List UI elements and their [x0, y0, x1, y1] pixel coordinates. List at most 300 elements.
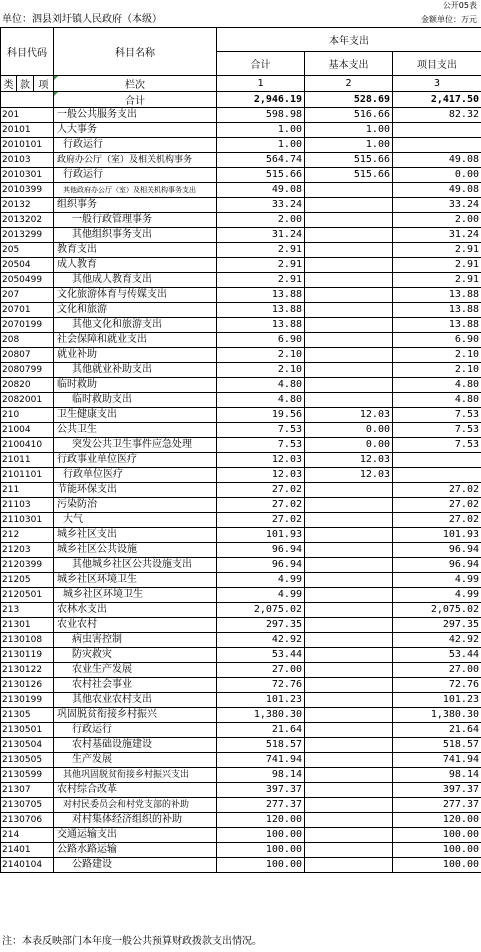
row-total: 277.37: [217, 798, 305, 813]
row-project: 297.35: [393, 618, 481, 633]
row-name: 其他巩固脱贫衔接乡村振兴支出: [54, 768, 217, 783]
table-row: [1, 678, 481, 693]
row-total: 518.57: [217, 738, 305, 753]
unit-line: 单位：泗县刘圩镇人民政府（本级）: [2, 14, 162, 25]
header-col2: 2: [305, 76, 393, 92]
row-basic: [305, 348, 393, 363]
row-name: 其他农业农村支出: [54, 693, 217, 708]
table-row: [1, 558, 481, 573]
row-basic: [305, 858, 393, 873]
row-basic: [305, 678, 393, 693]
row-name: 行政事业单位医疗: [54, 453, 217, 468]
table-row: [1, 828, 481, 843]
row-project: 27.00: [393, 663, 481, 678]
table-row: [1, 498, 481, 513]
row-basic: [305, 843, 393, 858]
row-project: 4.99: [393, 588, 481, 603]
row-basic: 515.66: [305, 153, 393, 168]
header-basic: 基本支出: [305, 52, 393, 76]
row-total: 120.00: [217, 813, 305, 828]
row-basic: [305, 318, 393, 333]
amount-unit: 金额单位：万元: [421, 15, 477, 24]
row-name: 大气: [54, 513, 217, 528]
row-code: 20132: [1, 198, 54, 213]
total-label: 合计: [54, 92, 217, 108]
row-code: 21004: [1, 423, 54, 438]
table-row: [1, 753, 481, 768]
row-name: 行政运行: [54, 168, 217, 183]
row-code: 2130706: [1, 813, 54, 828]
row-total: 2.91: [217, 243, 305, 258]
row-basic: [305, 648, 393, 663]
row-code: 20701: [1, 303, 54, 318]
row-project: 7.53: [393, 438, 481, 453]
row-basic: [305, 573, 393, 588]
row-total: 33.24: [217, 198, 305, 213]
row-project: 49.08: [393, 183, 481, 198]
row-code: 2120501: [1, 588, 54, 603]
table-row: [1, 813, 481, 828]
row-name: 一般行政管理事务: [54, 213, 217, 228]
row-code: 2130501: [1, 723, 54, 738]
table-row: [1, 153, 481, 168]
table-row: [1, 198, 481, 213]
row-total: 2.10: [217, 348, 305, 363]
row-project: 100.00: [393, 858, 481, 873]
row-total: 53.44: [217, 648, 305, 663]
table-row: [1, 588, 481, 603]
row-project: 4.80: [393, 393, 481, 408]
row-name: 公共卫生: [54, 423, 217, 438]
row-name: 农村基础设施建设: [54, 738, 217, 753]
row-project: 21.64: [393, 723, 481, 738]
header-lei: 类: [1, 76, 17, 92]
row-code: 2130705: [1, 798, 54, 813]
row-basic: [305, 723, 393, 738]
table-row: [1, 453, 481, 468]
row-name: 公路水路运输: [54, 843, 217, 858]
row-total: 7.53: [217, 438, 305, 453]
row-project: [393, 138, 481, 153]
row-name: 对村集体经济组织的补助: [54, 813, 217, 828]
table-row: [1, 528, 481, 543]
row-project: 2.00: [393, 213, 481, 228]
row-project: 7.53: [393, 408, 481, 423]
row-code: 2130199: [1, 693, 54, 708]
row-basic: [305, 693, 393, 708]
row-basic: [305, 828, 393, 843]
table-row: [1, 183, 481, 198]
row-basic: [305, 393, 393, 408]
row-total: 1,380.30: [217, 708, 305, 723]
row-code: 2013202: [1, 213, 54, 228]
row-total: 12.03: [217, 468, 305, 483]
row-total: 12.03: [217, 453, 305, 468]
row-name: 一般公共服务支出: [54, 108, 217, 123]
row-name: 其他文化和旅游支出: [54, 318, 217, 333]
row-basic: [305, 228, 393, 243]
header-xiang: 项: [34, 76, 54, 92]
row-total: 1.00: [217, 138, 305, 153]
row-project: [393, 468, 481, 483]
table-row: [1, 123, 481, 138]
row-code: 2120399: [1, 558, 54, 573]
row-name: 城乡社区支出: [54, 528, 217, 543]
row-basic: [305, 633, 393, 648]
row-project: 42.92: [393, 633, 481, 648]
table-row: [1, 393, 481, 408]
row-basic: 12.03: [305, 453, 393, 468]
row-project: 2.10: [393, 348, 481, 363]
row-name: 防灾救灾: [54, 648, 217, 663]
row-project: 2,075.02: [393, 603, 481, 618]
row-name: 文化和旅游: [54, 303, 217, 318]
row-total: 100.00: [217, 828, 305, 843]
row-project: [393, 453, 481, 468]
total-amount: 2,946.19: [217, 92, 305, 108]
header-col3: 3: [393, 76, 481, 92]
header-name: 科目名称: [54, 28, 217, 76]
row-name: 文化旅游体育与传媒支出: [54, 288, 217, 303]
row-total: 100.00: [217, 858, 305, 873]
row-code: 2080799: [1, 363, 54, 378]
row-code: 2101101: [1, 468, 54, 483]
row-name: 临时救助: [54, 378, 217, 393]
row-name: 教育支出: [54, 243, 217, 258]
row-name: 卫生健康支出: [54, 408, 217, 423]
row-total: 741.94: [217, 753, 305, 768]
row-code: 2130119: [1, 648, 54, 663]
total-code-cell: [1, 92, 54, 108]
row-code: 2100410: [1, 438, 54, 453]
row-project: 13.88: [393, 288, 481, 303]
row-code: 2130599: [1, 768, 54, 783]
row-name: 农业生产发展: [54, 663, 217, 678]
row-code: 2082001: [1, 393, 54, 408]
row-code: 211: [1, 483, 54, 498]
row-code: 2070199: [1, 318, 54, 333]
row-project: 27.02: [393, 498, 481, 513]
row-total: 31.24: [217, 228, 305, 243]
header-kuan: 款: [17, 76, 34, 92]
row-name: 人大事务: [54, 123, 217, 138]
row-name: 节能环保支出: [54, 483, 217, 498]
row-code: 213: [1, 603, 54, 618]
row-name: 污染防治: [54, 498, 217, 513]
table-row: [1, 108, 481, 123]
table-row: [1, 408, 481, 423]
row-project: 100.00: [393, 843, 481, 858]
row-total: 27.00: [217, 663, 305, 678]
row-project: 82.32: [393, 108, 481, 123]
row-project: 53.44: [393, 648, 481, 663]
row-basic: [305, 303, 393, 318]
table-row: [1, 378, 481, 393]
row-total: 96.94: [217, 543, 305, 558]
row-basic: [305, 363, 393, 378]
row-total: 397.37: [217, 783, 305, 798]
table-row: [1, 288, 481, 303]
row-code: 2130505: [1, 753, 54, 768]
row-total: 19.56: [217, 408, 305, 423]
row-code: 2140104: [1, 858, 54, 873]
row-basic: 516.66: [305, 108, 393, 123]
row-total: 297.35: [217, 618, 305, 633]
table-row: [1, 228, 481, 243]
row-name: 其他政府办公厅（室）及相关机构事务支出: [54, 183, 217, 198]
row-name: 公路建设: [54, 858, 217, 873]
row-total: 101.23: [217, 693, 305, 708]
row-basic: [305, 618, 393, 633]
row-project: 49.08: [393, 153, 481, 168]
row-basic: [305, 258, 393, 273]
row-code: 207: [1, 288, 54, 303]
row-name: 其他成人教育支出: [54, 273, 217, 288]
row-code: 2130504: [1, 738, 54, 753]
row-project: 27.02: [393, 513, 481, 528]
row-basic: 12.03: [305, 408, 393, 423]
row-total: 1.00: [217, 123, 305, 138]
row-code: 20101: [1, 123, 54, 138]
row-project: 277.37: [393, 798, 481, 813]
row-name: 巩固脱贫衔接乡村振兴: [54, 708, 217, 723]
row-basic: [305, 378, 393, 393]
row-project: 741.94: [393, 753, 481, 768]
row-name: 农业农村: [54, 618, 217, 633]
row-project: 2.10: [393, 363, 481, 378]
table-row: [1, 603, 481, 618]
row-name: 社会保障和就业支出: [54, 333, 217, 348]
row-name: 行政运行: [54, 723, 217, 738]
row-name: 农林水支出: [54, 603, 217, 618]
row-name: 城乡社区环境卫生: [54, 588, 217, 603]
table-row: [1, 723, 481, 738]
row-project: 13.88: [393, 318, 481, 333]
row-code: 20807: [1, 348, 54, 363]
table-row: [1, 363, 481, 378]
row-name: 其他就业补助支出: [54, 363, 217, 378]
table-row: [1, 708, 481, 723]
row-total: 27.02: [217, 483, 305, 498]
row-code: 2110301: [1, 513, 54, 528]
row-total: 7.53: [217, 423, 305, 438]
row-total: 6.90: [217, 333, 305, 348]
header-column-label: 栏次: [54, 76, 217, 92]
table-header: [1, 28, 481, 108]
row-project: 6.90: [393, 333, 481, 348]
row-code: 21401: [1, 843, 54, 858]
row-basic: [305, 483, 393, 498]
table-row: [1, 438, 481, 453]
total-basic: 528.69: [305, 92, 393, 108]
row-total: 2.00: [217, 213, 305, 228]
row-code: 20103: [1, 153, 54, 168]
row-code: 21301: [1, 618, 54, 633]
row-code: 212: [1, 528, 54, 543]
row-name: 农村社会事业: [54, 678, 217, 693]
row-project: 2.91: [393, 243, 481, 258]
table-row: [1, 843, 481, 858]
table-row: [1, 273, 481, 288]
table-row: [1, 213, 481, 228]
row-basic: [305, 528, 393, 543]
table-row: [1, 348, 481, 363]
row-code: 2010301: [1, 168, 54, 183]
row-basic: [305, 798, 393, 813]
row-project: 13.88: [393, 303, 481, 318]
table-row: [1, 738, 481, 753]
row-name: 政府办公厅（室）及相关机构事务: [54, 153, 217, 168]
row-basic: [305, 738, 393, 753]
row-total: 100.00: [217, 843, 305, 858]
row-total: 598.98: [217, 108, 305, 123]
total-project: 2,417.50: [393, 92, 481, 108]
row-code: 21103: [1, 498, 54, 513]
table-body: [1, 108, 481, 873]
row-code: 21011: [1, 453, 54, 468]
header-total: 合计: [217, 52, 305, 76]
row-basic: [305, 333, 393, 348]
row-total: 2.91: [217, 258, 305, 273]
row-total: 13.88: [217, 303, 305, 318]
row-name: 成人教育: [54, 258, 217, 273]
row-code: 2010399: [1, 183, 54, 198]
row-basic: [305, 288, 393, 303]
row-name: 临时救助支出: [54, 393, 217, 408]
row-project: 0.00: [393, 168, 481, 183]
row-project: 518.57: [393, 738, 481, 753]
row-total: 101.93: [217, 528, 305, 543]
row-code: 214: [1, 828, 54, 843]
total-row: [1, 92, 481, 108]
table-row: [1, 303, 481, 318]
row-project: 120.00: [393, 813, 481, 828]
row-total: 2.91: [217, 273, 305, 288]
row-basic: [305, 183, 393, 198]
row-basic: [305, 603, 393, 618]
row-project: [393, 123, 481, 138]
row-basic: [305, 768, 393, 783]
table-row: [1, 618, 481, 633]
row-project: 101.23: [393, 693, 481, 708]
row-name: 农村综合改革: [54, 783, 217, 798]
row-total: 27.02: [217, 498, 305, 513]
row-code: 2130108: [1, 633, 54, 648]
row-name: 其他城乡社区公共设施支出: [54, 558, 217, 573]
row-project: 96.94: [393, 543, 481, 558]
row-basic: 1.00: [305, 123, 393, 138]
table-row: [1, 243, 481, 258]
row-basic: 1.00: [305, 138, 393, 153]
row-total: 96.94: [217, 558, 305, 573]
table-row: [1, 423, 481, 438]
row-basic: [305, 243, 393, 258]
row-basic: [305, 543, 393, 558]
row-code: 20820: [1, 378, 54, 393]
row-project: 4.99: [393, 573, 481, 588]
row-project: 27.02: [393, 483, 481, 498]
table-row: [1, 633, 481, 648]
row-total: 13.88: [217, 318, 305, 333]
table-row: [1, 783, 481, 798]
row-code: 21307: [1, 783, 54, 798]
row-total: 4.99: [217, 573, 305, 588]
row-total: 4.80: [217, 393, 305, 408]
row-name: 突发公共卫生事件应急处理: [54, 438, 217, 453]
row-basic: [305, 813, 393, 828]
row-name: 城乡社区公共设施: [54, 543, 217, 558]
row-basic: 0.00: [305, 438, 393, 453]
row-basic: [305, 558, 393, 573]
table-row: [1, 168, 481, 183]
row-basic: [305, 498, 393, 513]
row-total: 49.08: [217, 183, 305, 198]
header-project: 项目支出: [393, 52, 481, 76]
row-code: 21203: [1, 543, 54, 558]
table-row: [1, 693, 481, 708]
row-total: 4.99: [217, 588, 305, 603]
row-code: 2130126: [1, 678, 54, 693]
row-code: 210: [1, 408, 54, 423]
header-code: 科目代码: [1, 28, 54, 76]
row-code: 2013299: [1, 228, 54, 243]
row-total: 72.76: [217, 678, 305, 693]
row-total: 98.14: [217, 768, 305, 783]
row-basic: [305, 708, 393, 723]
table-row: [1, 648, 481, 663]
row-name: 生产发展: [54, 753, 217, 768]
row-project: 101.93: [393, 528, 481, 543]
row-name: 其他组织事务支出: [54, 228, 217, 243]
row-total: 564.74: [217, 153, 305, 168]
row-project: 2.91: [393, 273, 481, 288]
row-project: 4.80: [393, 378, 481, 393]
table-row: [1, 858, 481, 873]
row-project: 2.91: [393, 258, 481, 273]
row-basic: [305, 513, 393, 528]
row-code: 208: [1, 333, 54, 348]
row-project: 7.53: [393, 423, 481, 438]
row-name: 交通运输支出: [54, 828, 217, 843]
row-project: 98.14: [393, 768, 481, 783]
table-row: [1, 768, 481, 783]
row-total: 2,075.02: [217, 603, 305, 618]
table-row: [1, 663, 481, 678]
row-project: 1,380.30: [393, 708, 481, 723]
row-total: 13.88: [217, 288, 305, 303]
table-row: [1, 513, 481, 528]
row-name: 对村民委员会和村党支部的补助: [54, 798, 217, 813]
table-row: [1, 138, 481, 153]
row-basic: [305, 213, 393, 228]
row-name: 组织事务: [54, 198, 217, 213]
table-row: [1, 258, 481, 273]
table-row: [1, 798, 481, 813]
row-name: 病虫害控制: [54, 633, 217, 648]
row-total: 27.02: [217, 513, 305, 528]
table-row: [1, 483, 481, 498]
row-code: 2050499: [1, 273, 54, 288]
row-code: 2130122: [1, 663, 54, 678]
table-row: [1, 468, 481, 483]
row-basic: [305, 783, 393, 798]
row-total: 4.80: [217, 378, 305, 393]
row-name: 就业补助: [54, 348, 217, 363]
row-total: 21.64: [217, 723, 305, 738]
row-project: 100.00: [393, 828, 481, 843]
table-row: [1, 543, 481, 558]
row-basic: 0.00: [305, 423, 393, 438]
